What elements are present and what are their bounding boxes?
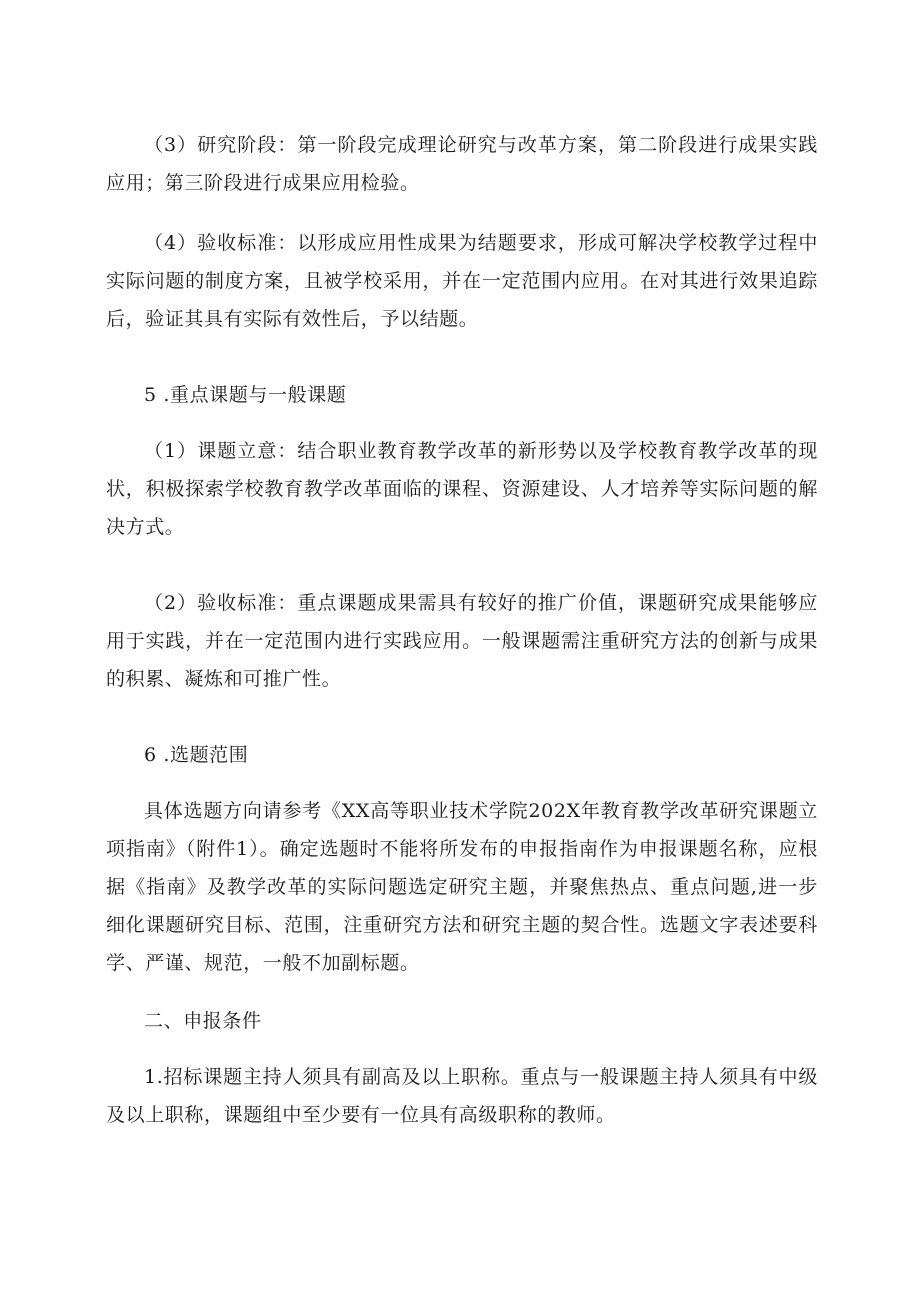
paragraph-topic-intent: （1）课题立意：结合职业教育教学改革的新形势以及学校教育教学改革的现状，积极探索学校教育教学改革面临的课程、资源建设、人才培养等实际问题的解决方式。: [106, 440, 818, 538]
section-heading-key-general-topics: 5 .重点课题与一般课题: [144, 384, 347, 406]
section-heading-topic-scope: 6 .选题范围: [144, 744, 249, 766]
paragraph-host-qualification: 1.招标课题主持人须具有副高及以上职称。重点与一般课题主持人须具有中级及以上职称，课题组中至少要有一位具有高级职称的教师。: [106, 1066, 818, 1126]
section-heading-application-conditions: 二、申报条件: [144, 1010, 262, 1032]
paragraph-acceptance-standard: （4）验收标准：以形成应用性成果为结题要求，形成可解决学校教学过程中实际问题的制度方案，且被学校采用，并在一定范围内应用。在对其进行效果追踪后，验证其具有实际有效性后，予以结题。: [106, 232, 818, 330]
paragraph-research-stages: （3）研究阶段：第一阶段完成理论研究与改革方案，第二阶段进行成果实践应用；第三阶段进行成果应用检验。: [106, 134, 818, 194]
paragraph-key-topic-acceptance: （2）验收标准：重点课题成果需具有较好的推广价值，课题研究成果能够应用于实践，并在一定范围内进行实践应用。一般课题需注重研究方法的创新与成果的积累、凝炼和可推广性。: [106, 592, 818, 690]
paragraph-topic-direction: 具体选题方向请参考《XX高等职业技术学院202X年教育教学改革研究课题立项指南》（附件1）。确定选题时不能将所发布的申报指南作为申报课题名称，应根据《指南》及教学改革的实际问题选定研究主题，并聚焦热点、重点问题,进一步细化课题研究目标、范围，注重研究方法和研究主题的契合性。选题文字表述要科学、严谨、规范，一般不加副标题。: [106, 800, 818, 974]
